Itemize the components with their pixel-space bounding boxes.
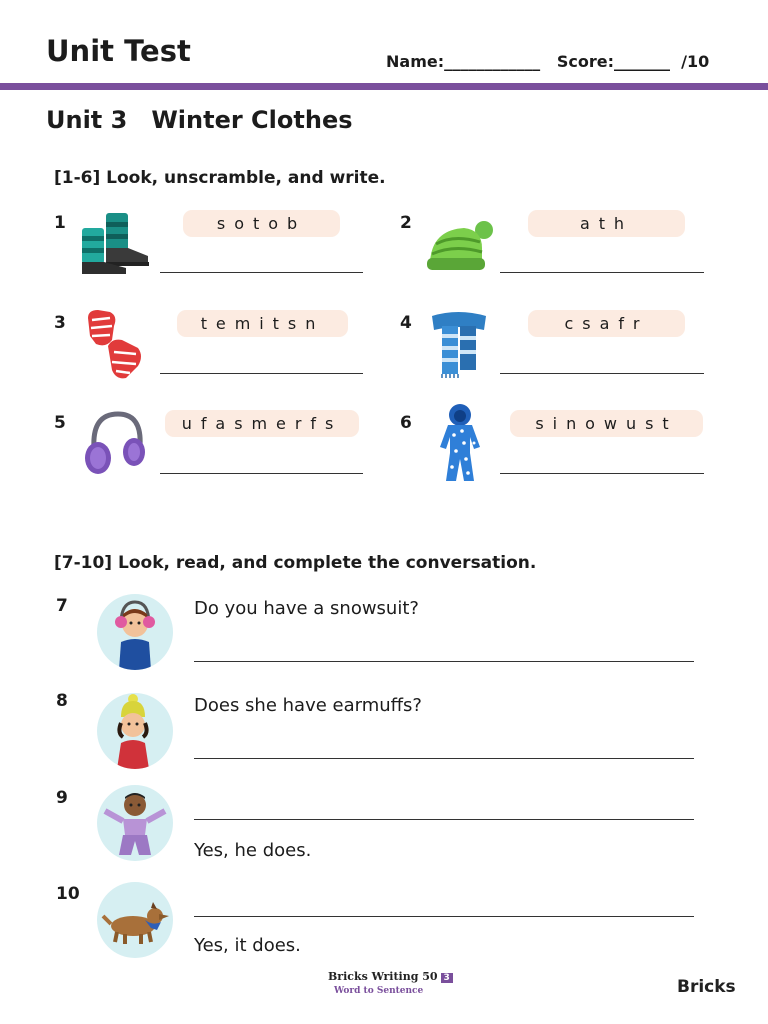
item-number: 9: [56, 788, 68, 808]
answer-text: Yes, it does.: [194, 935, 301, 956]
footer-subtitle: Word to Sentence: [334, 986, 424, 996]
item-number: 8: [56, 691, 68, 711]
unit-name: Winter Clothes: [151, 106, 353, 134]
question-text: Does she have earmuffs?: [194, 695, 422, 716]
answer-text: Yes, he does.: [194, 840, 312, 861]
item-number: 6: [400, 413, 412, 433]
answer-line[interactable]: [500, 373, 704, 374]
girl-earmuffs-avatar: [97, 594, 173, 670]
answer-line[interactable]: [160, 272, 363, 273]
footer-book-title: [328, 970, 453, 983]
answer-line[interactable]: [194, 758, 694, 759]
boy-avatar: [97, 785, 173, 861]
earmuffs-icon: [82, 408, 152, 478]
boots-icon: [78, 210, 152, 278]
scrambled-word: csafr: [528, 310, 685, 337]
book-name: Bricks Writing 50: [328, 970, 438, 983]
item-number: 3: [54, 313, 66, 333]
scrambled-word: sotob: [183, 210, 340, 237]
level-badge: 3: [441, 973, 453, 983]
brand-logo: Bricks: [677, 977, 736, 997]
answer-line[interactable]: [194, 916, 694, 917]
girl-hat-avatar: [97, 693, 173, 769]
section2-instruction: [7-10] Look, read, and complete the conversation.: [54, 553, 537, 573]
answer-line[interactable]: [194, 819, 694, 820]
hat-icon: [424, 218, 494, 272]
item-number: 4: [400, 313, 412, 333]
mittens-icon: [82, 308, 148, 382]
question-text: Do you have a snowsuit?: [194, 598, 419, 619]
answer-line[interactable]: [194, 661, 694, 662]
item-number: 10: [56, 884, 80, 904]
snowsuit-icon: [434, 403, 486, 485]
answer-line[interactable]: [500, 272, 704, 273]
item-number: 2: [400, 213, 412, 233]
item-number: 7: [56, 596, 68, 616]
page-title: Unit Test: [46, 34, 191, 68]
name-score-line: Name:____________ Score:_______ /10: [386, 52, 710, 71]
item-number: 5: [54, 413, 66, 433]
answer-line[interactable]: [500, 473, 704, 474]
scrambled-word: ath: [528, 210, 685, 237]
dog-avatar: [97, 882, 173, 958]
scrambled-word: temitsn: [177, 310, 348, 337]
unit-number: Unit 3: [46, 106, 128, 134]
item-number: 1: [54, 213, 66, 233]
unit-heading: [46, 106, 353, 134]
section1-instruction: [1-6] Look, unscramble, and write.: [54, 168, 386, 188]
scrambled-word: sinowust: [510, 410, 703, 437]
answer-line[interactable]: [160, 373, 363, 374]
scarf-icon: [428, 308, 490, 380]
header-divider: [0, 83, 768, 90]
answer-line[interactable]: [160, 473, 363, 474]
scrambled-word: ufasmerfs: [165, 410, 359, 437]
